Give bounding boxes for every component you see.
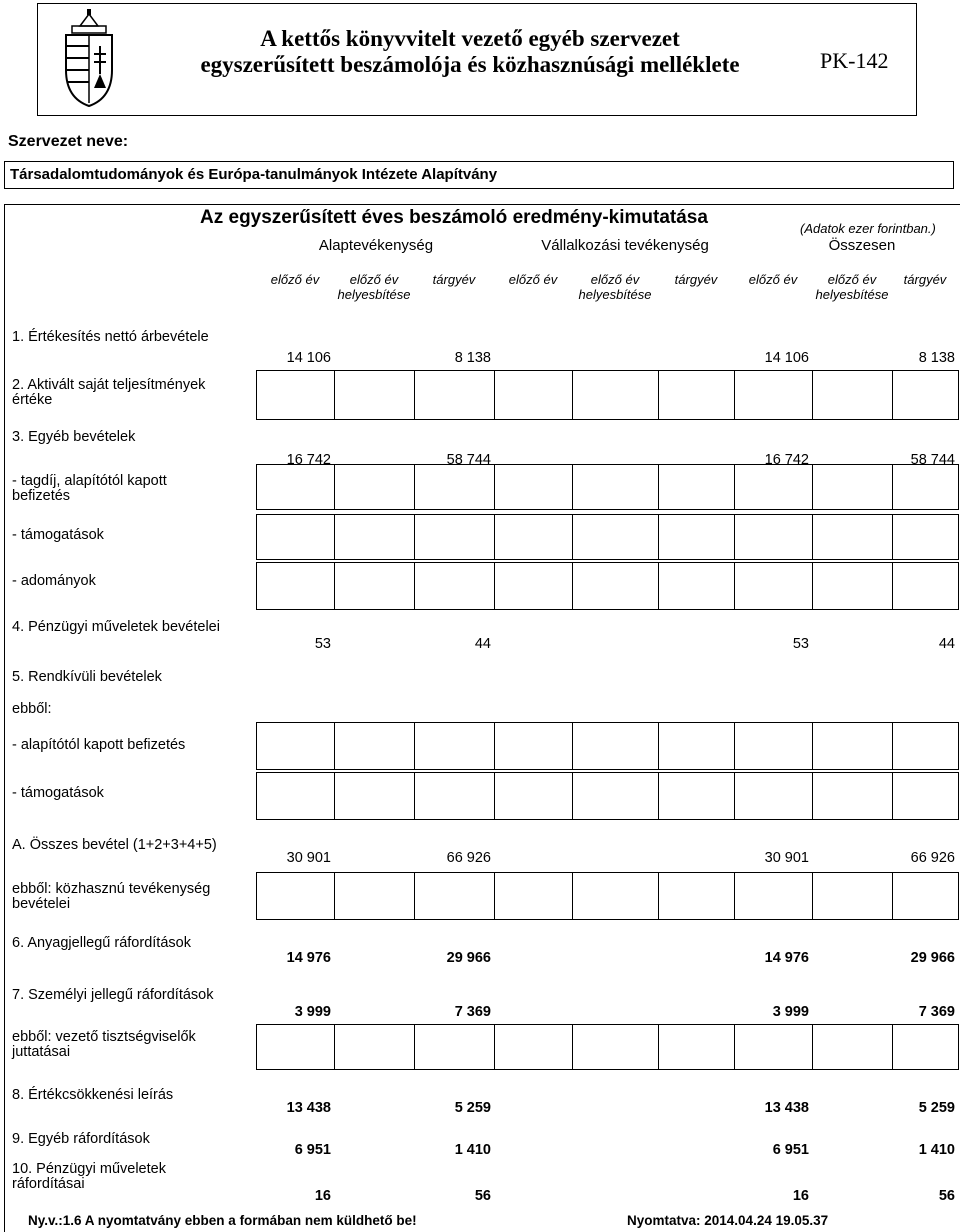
value-cell: 3 999 [294,1004,331,1020]
row-label-line-2: értéke [12,392,53,408]
row-label [12,330,252,345]
value-cell: 66 926 [446,850,491,866]
row-label [12,988,252,1003]
value-cell: 44 [474,636,491,652]
footer-version-note: Ny.v.:1.6 A nyomtatvány ebben a formában nem küldhető be! [28,1213,417,1228]
row-label-line-1: 7. Személyi jellegű ráfordítások [12,987,214,1003]
input-cell[interactable] [892,514,959,560]
input-cell[interactable] [494,1024,573,1070]
row-label [12,378,252,408]
value-cell: 16 [792,1188,809,1204]
column-header-line-2: helyesbítése [337,287,411,302]
column-header-line-1: előző év [349,272,399,287]
row-label-line-1: A. Összes bevétel (1+2+3+4+5) [12,837,217,853]
input-cell[interactable] [892,1024,959,1070]
value-cell: 30 901 [764,850,809,866]
input-cell[interactable] [812,772,893,820]
organization-label: Szervezet neve: [8,133,129,150]
column-group-header: Alaptevékenység [318,237,434,254]
input-cell[interactable] [812,1024,893,1070]
input-cell[interactable] [734,562,813,610]
value-cell: 7 369 [454,1004,491,1020]
input-cell[interactable] [256,514,335,560]
form-code: PK-142 [820,48,889,73]
row-label-line-1: - tagdíj, alapítótól kapott [12,473,167,489]
row-label [12,702,252,717]
input-cell[interactable] [892,562,959,610]
value-cell: 3 999 [772,1004,809,1020]
input-cell[interactable] [494,370,573,420]
input-cell[interactable] [734,722,813,770]
input-cell[interactable] [892,872,959,920]
input-cell[interactable] [334,370,415,420]
input-cell[interactable] [658,772,735,820]
input-cell[interactable] [734,514,813,560]
input-cell[interactable] [572,464,659,510]
row-label-line-1: ebből: [12,701,52,717]
input-cell[interactable] [572,772,659,820]
value-cell: 13 438 [764,1100,809,1116]
input-cell[interactable] [256,772,335,820]
row-label-line-1: - adományok [12,573,96,589]
column-header [256,272,334,287]
input-cell[interactable] [334,772,415,820]
value-cell: 14 106 [286,350,331,366]
input-cell[interactable] [572,1024,659,1070]
input-cell[interactable] [892,722,959,770]
column-header [414,272,494,287]
row-label-line-1: ebből: közhasznú tevékenység [12,881,211,897]
column-group-header: Összesen [828,237,896,254]
input-cell[interactable] [734,1024,813,1070]
column-header-line-1: előző év [590,272,640,287]
input-cell[interactable] [734,772,813,820]
column-header-line-1: előző év [508,272,558,287]
value-cell: 56 [938,1188,955,1204]
row-label-line-2: juttatásai [12,1044,71,1060]
value-cell: 16 [314,1188,331,1204]
column-header-line-1: előző év [748,272,798,287]
row-label [12,936,252,951]
input-cell[interactable] [658,872,735,920]
input-cell[interactable] [572,562,659,610]
input-cell[interactable] [572,370,659,420]
column-header [572,272,658,302]
value-cell: 5 259 [454,1100,491,1116]
value-cell: 53 [792,636,809,652]
title-line-2: egyszerűsített beszámolója és közhasznúsági melléklete [200,52,740,77]
organization-name-field: Társadalomtudományok és Európa-tanulmányok Intézete Alapítvány [4,161,954,189]
row-label-line-2: befizetés [12,488,71,504]
value-cell: 1 410 [454,1142,491,1158]
input-cell[interactable] [334,722,415,770]
value-cell: 16 742 [286,452,331,468]
row-label [12,670,252,685]
footer-print-date: Nyomtatva: 2014.04.24 19.05.37 [627,1213,829,1228]
input-cell[interactable] [494,872,573,920]
row-label-line-1: 10. Pénzügyi műveletek [12,1161,166,1177]
hungarian-coat-of-arms-icon [58,8,120,108]
value-cell: 6 951 [772,1142,809,1158]
column-header [734,272,812,287]
input-cell[interactable] [414,464,495,510]
input-cell[interactable] [414,514,495,560]
value-cell: 58 744 [910,452,955,468]
input-cell[interactable] [812,464,893,510]
column-header [892,272,958,287]
value-cell: 6 951 [294,1142,331,1158]
input-cell[interactable] [812,370,893,420]
input-cell[interactable] [256,1024,335,1070]
value-cell: 14 976 [286,950,331,966]
row-label-line-1: 4. Pénzügyi műveletek bevételei [12,619,220,635]
input-cell[interactable] [734,464,813,510]
value-cell: 29 966 [910,950,955,966]
input-cell[interactable] [256,872,335,920]
row-label [12,1132,252,1147]
row-label-line-1: - támogatások [12,527,104,543]
input-cell[interactable] [812,722,893,770]
row-label-line-1: 6. Anyagjellegű ráfordítások [12,935,191,951]
row-label [12,1030,252,1060]
input-cell[interactable] [494,722,573,770]
input-cell[interactable] [812,514,893,560]
value-cell: 66 926 [910,850,955,866]
value-cell: 44 [938,636,955,652]
input-cell[interactable] [494,772,573,820]
input-cell[interactable] [334,1024,415,1070]
row-label [12,838,252,853]
input-cell[interactable] [812,872,893,920]
input-cell[interactable] [414,722,495,770]
row-label-line-1: 9. Egyéb ráfordítások [12,1131,150,1147]
row-label-line-1: ebből: vezető tisztségviselők [12,1029,196,1045]
input-cell[interactable] [572,872,659,920]
column-header-line-2: helyesbítése [815,287,889,302]
input-cell[interactable] [256,562,335,610]
row-label-line-1: 2. Aktivált saját teljesítmények [12,377,206,393]
value-cell: 14 976 [764,950,809,966]
row-label-line-2: bevételei [12,896,71,912]
input-cell[interactable] [414,1024,495,1070]
title-line-1: A kettős könyvvitelt vezető egyéb szervezet [260,26,680,51]
input-cell[interactable] [658,464,735,510]
row-label [12,738,252,753]
input-cell[interactable] [414,872,495,920]
column-header-line-1: tárgyév [903,272,947,287]
value-cell: 8 138 [918,350,955,366]
input-cell[interactable] [734,872,813,920]
form-title [150,26,790,78]
row-label-line-2: ráfordításai [12,1176,85,1192]
input-cell[interactable] [812,562,893,610]
input-cell[interactable] [334,514,415,560]
statement-title: Az egyszerűsített éves beszámoló eredmény-kimutatása [200,207,708,228]
input-cell[interactable] [334,464,415,510]
input-cell[interactable] [892,370,959,420]
input-cell[interactable] [658,514,735,560]
row-label [12,1088,252,1103]
input-cell[interactable] [414,370,495,420]
row-label [12,1162,252,1192]
value-cell: 8 138 [454,350,491,366]
input-cell[interactable] [658,370,735,420]
input-cell[interactable] [658,722,735,770]
row-label-line-1: - támogatások [12,785,104,801]
row-label-line-1: 1. Értékesítés nettó árbevétele [12,329,209,345]
input-cell[interactable] [892,464,959,510]
column-header [658,272,734,287]
column-header [494,272,572,287]
value-cell: 56 [474,1188,491,1204]
column-header [812,272,892,302]
row-label [12,474,252,504]
row-label [12,574,252,589]
value-cell: 1 410 [918,1142,955,1158]
input-cell[interactable] [658,1024,735,1070]
column-header-line-1: tárgyév [432,272,476,287]
row-label [12,620,252,635]
input-cell[interactable] [414,772,495,820]
row-label [12,882,252,912]
column-header-line-1: tárgyév [674,272,718,287]
column-group-header: Vállalkozási tevékenység [541,237,709,254]
column-header-line-2: helyesbítése [578,287,652,302]
input-cell[interactable] [414,562,495,610]
input-cell[interactable] [334,872,415,920]
column-header-line-1: előző év [827,272,877,287]
value-cell: 16 742 [764,452,809,468]
value-cell: 30 901 [286,850,331,866]
input-cell[interactable] [494,562,573,610]
input-cell[interactable] [892,772,959,820]
value-cell: 7 369 [918,1004,955,1020]
row-label-line-1: 3. Egyéb bevételek [12,429,136,445]
input-cell[interactable] [494,514,573,560]
row-label [12,528,252,543]
value-cell: 5 259 [918,1100,955,1116]
value-cell: 53 [314,636,331,652]
value-cell: 29 966 [446,950,491,966]
row-label-line-1: - alapítótól kapott befizetés [12,737,186,753]
input-cell[interactable] [256,464,335,510]
value-cell: 13 438 [286,1100,331,1116]
unit-note: (Adatok ezer forintban.) [800,221,936,236]
input-cell[interactable] [494,464,573,510]
value-cell: 14 106 [764,350,809,366]
input-cell[interactable] [256,722,335,770]
input-cell[interactable] [572,722,659,770]
row-label [12,786,252,801]
row-label-line-1: 5. Rendkívüli bevételek [12,669,162,685]
column-header-line-1: előző év [270,272,320,287]
input-cell[interactable] [256,370,335,420]
input-cell[interactable] [734,370,813,420]
row-label-line-1: 8. Értékcsökkenési leírás [12,1087,174,1103]
input-cell[interactable] [658,562,735,610]
input-cell[interactable] [334,562,415,610]
input-cell[interactable] [572,514,659,560]
value-cell: 58 744 [446,452,491,468]
column-header [334,272,414,302]
row-label [12,430,252,445]
